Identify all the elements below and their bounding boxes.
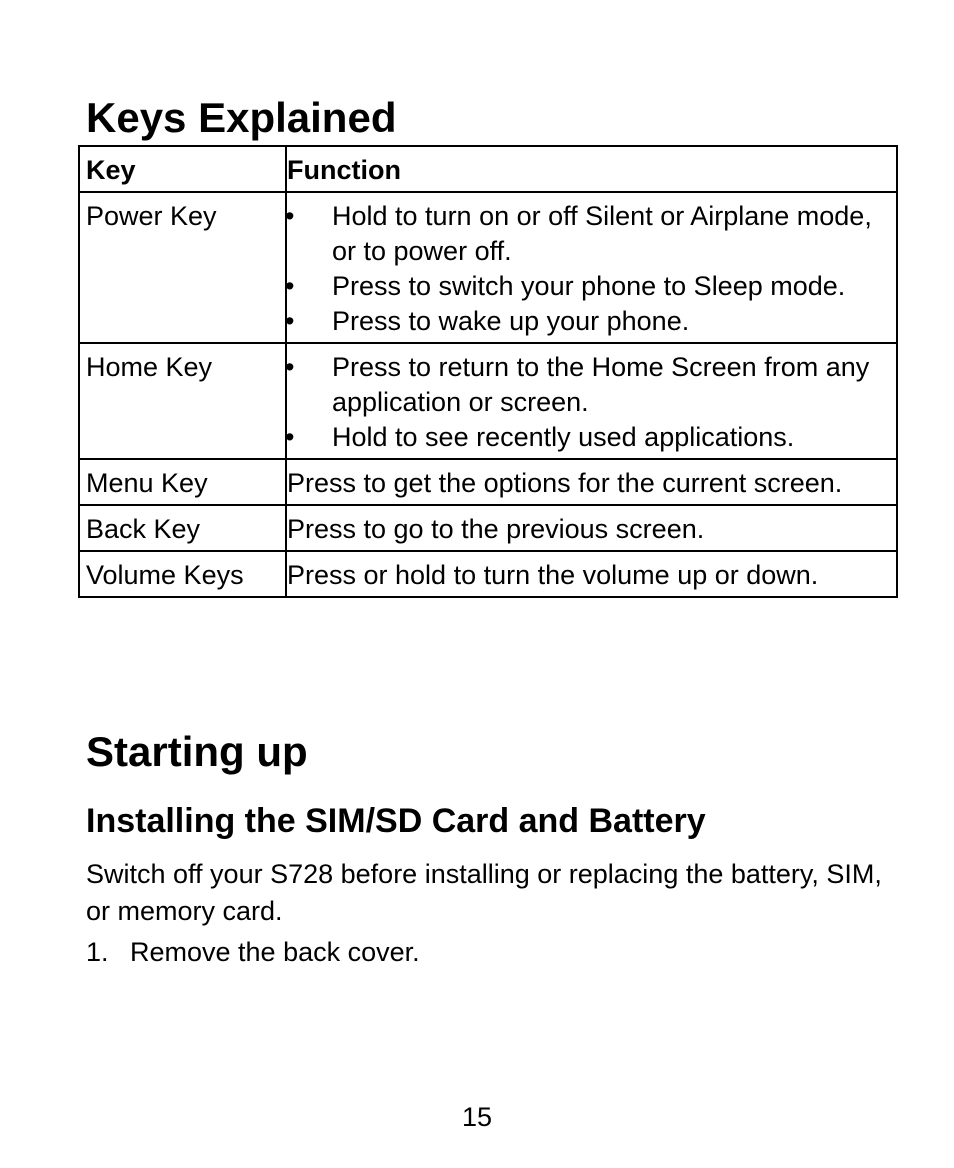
key-name: Menu Key [79,459,286,505]
list-item: • Hold to see recently used applications. [287,420,890,455]
table-row [79,192,897,343]
bullet-icon: • [285,271,295,301]
table-row [79,459,897,505]
subsection-title-sim-sd: Installing the SIM/SD Card and Battery [86,802,706,840]
table-row [79,505,897,551]
list-item: • Hold to turn on or off Silent or Airplane mode, or to power off. [285,201,872,266]
keys-table [78,145,898,598]
step-number: 1. [86,937,109,967]
table-row [79,343,897,459]
list-item: • Press to switch your phone to Sleep mode. [287,269,890,304]
key-function [286,192,897,343]
key-name: Back Key [79,505,286,551]
function-list [287,350,890,455]
section-title-starting-up: Starting up [86,728,308,775]
key-name: Volume Keys [79,551,286,597]
header-function: Function [286,146,897,192]
key-name: Power Key [79,192,286,343]
list-item: • Press to return to the Home Screen from any application or screen. [285,352,870,417]
list-item: • Press to wake up your phone. [287,304,890,339]
table-row [79,551,897,597]
key-function: Press or hold to turn the volume up or down. [286,551,897,597]
step-text: Remove the back cover. [130,937,420,967]
header-key: Key [79,146,286,192]
section-title-keys-explained: Keys Explained [86,94,397,141]
table-header-row [79,146,897,192]
list-item [86,935,420,970]
key-name: Home Key [79,343,286,459]
bullet-icon: • [285,201,295,231]
bullet-icon: • [285,352,295,382]
page-number: 15 [461,1102,493,1132]
bullet-icon: • [285,422,295,452]
key-function: Press to get the options for the current screen. [286,459,897,505]
bullet-icon: • [285,306,295,336]
key-function [286,343,897,459]
function-list [287,199,890,339]
key-function: Press to go to the previous screen. [286,505,897,551]
intro-paragraph: Switch off your S728 before installing or replacing the battery, SIM, or memory card. [86,859,882,926]
